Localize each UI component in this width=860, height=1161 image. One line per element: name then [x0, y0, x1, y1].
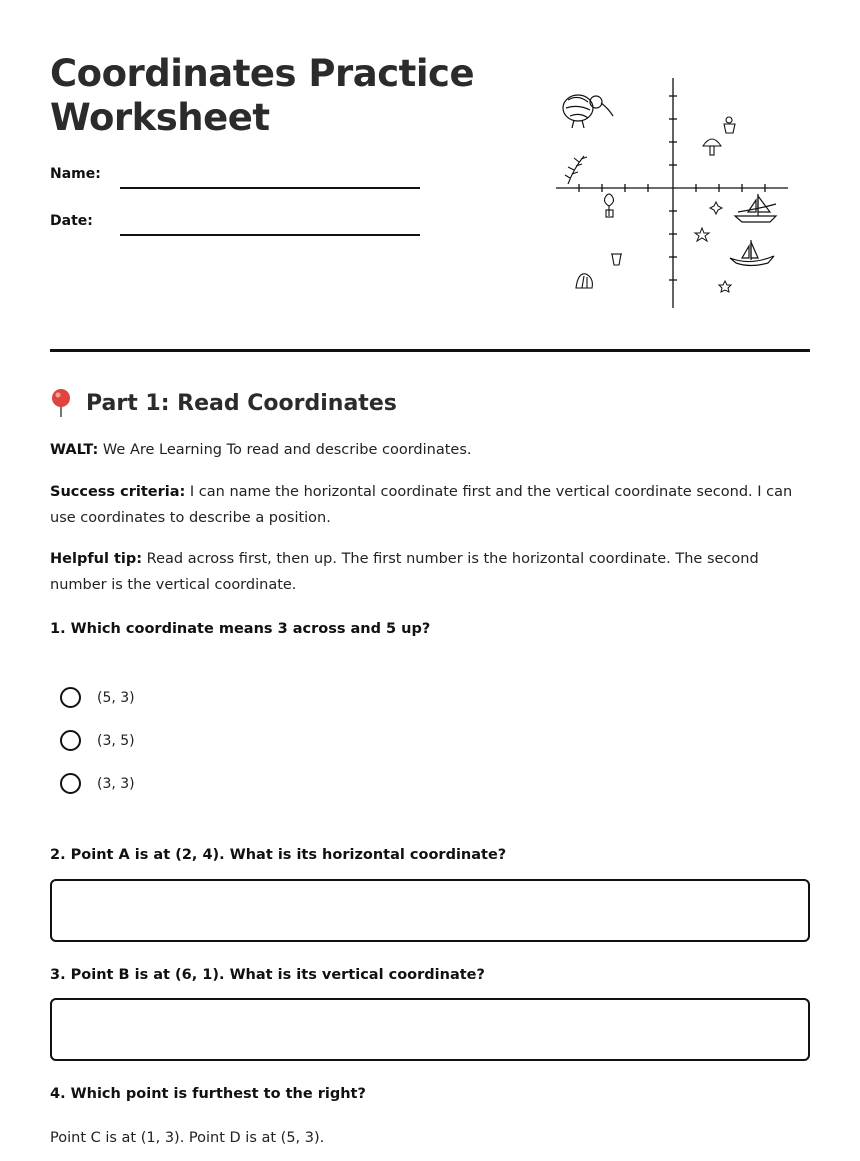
option-label: (5, 3) [97, 689, 135, 706]
question-1: 1. Which coordinate means 3 across and 5 up? [50, 621, 431, 637]
question-4: 4. Which point is furthest to the right? [50, 1086, 366, 1102]
walt-body: We Are Learning To read and describe coordinates. [98, 442, 472, 458]
question-4-detail: Point C is at (1, 3). Point D is at (5, 3). [50, 1130, 325, 1146]
option-label: (3, 5) [97, 732, 135, 749]
walt-label: WALT: [50, 442, 99, 458]
star-icon [695, 228, 709, 241]
mushroom-icon [703, 139, 721, 155]
sparkle-icon [710, 202, 722, 214]
q3-answer-field[interactable] [50, 998, 810, 1061]
fern-icon [565, 156, 587, 184]
title-line-1: Coordinates Practice [50, 52, 475, 95]
part1-title [50, 388, 397, 418]
q1-option-2[interactable] [60, 730, 135, 751]
worksheet-title [50, 52, 474, 140]
helpful-tip-body: Read across first, then up. The first number is the horizontal coordinate. The second number is the vertical coordinate. [50, 551, 759, 593]
name-label: Name: [50, 166, 101, 182]
sailboat-icon [735, 194, 776, 222]
name-field[interactable] [120, 187, 420, 189]
flower-pot-icon [724, 117, 735, 133]
radio-button[interactable] [60, 773, 81, 794]
plant-icon [605, 194, 614, 217]
q2-answer-field[interactable] [50, 879, 810, 942]
q1-option-3[interactable] [60, 773, 135, 794]
title-line-2: Worksheet [50, 96, 270, 139]
pin-icon [50, 388, 72, 418]
part1-title-text: Part 1: Read Coordinates [86, 390, 397, 416]
helpful-tip-label: Helpful tip: [50, 551, 143, 567]
date-field[interactable] [120, 234, 420, 236]
cup-icon [611, 254, 622, 265]
sailboat-icon [730, 240, 774, 266]
header-divider [50, 349, 810, 352]
question-3: 3. Point B is at (6, 1). What is its vertical coordinate? [50, 967, 485, 983]
date-label: Date: [50, 213, 93, 229]
coordinate-grid-illustration [552, 76, 792, 312]
shell-icon [576, 274, 592, 288]
option-label: (3, 3) [97, 775, 135, 792]
q1-option-1[interactable] [60, 687, 135, 708]
radio-button[interactable] [60, 687, 81, 708]
walt-text [50, 437, 810, 463]
star-icon [719, 281, 731, 292]
success-criteria-text [50, 479, 810, 531]
success-criteria-label: Success criteria: [50, 484, 186, 500]
question-2: 2. Point A is at (2, 4). What is its horizontal coordinate? [50, 847, 507, 863]
success-criteria-body: I can name the horizontal coordinate first and the vertical coordinate second. I can use coordinates to describe a position. [50, 484, 793, 526]
helpful-tip-text [50, 546, 810, 598]
radio-button[interactable] [60, 730, 81, 751]
kiwi-bird-icon [563, 95, 613, 128]
